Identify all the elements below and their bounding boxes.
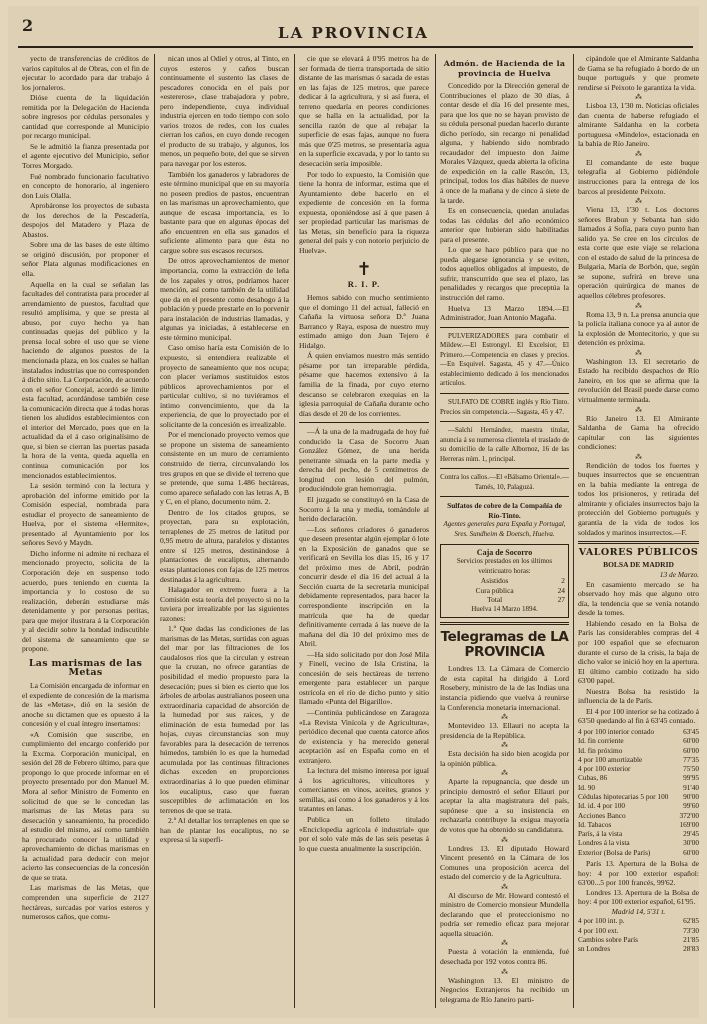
quote-row: [578, 746, 699, 755]
news-paragraph: Publica un folleto titulado «Enciclopedia agrícola é industrial» que por el solo vale más de las seis pesetas á lo que cuesta anualmente la suscripción.: [299, 815, 429, 853]
article-paragraph: Las marismas de las Metas, que comprenden una superficie de 2127 hectáreas, surcadas por varios esteros y numerosos caños, que comu-: [22, 883, 149, 922]
news-paragraph: —Continúa publicándose en Zaragoza «La Revista Vinícola y de Agricultura», periódico decenal que cuenta catorce años de existencia y ha merecido general aceptación así en España como en el extranjero.: [299, 708, 429, 765]
news-paragraph: La lectura del mismo interesa por igual á los agricultores, viticultores y comerciantes en vinos, aceites, granos y semillas, así como á los ganaderos y á los tratantes en lanas.: [299, 766, 429, 814]
bolsa-date: 13 de Marzo.: [659, 570, 699, 580]
row-label: Cubas, 86: [578, 773, 608, 783]
caja-row: [444, 576, 565, 586]
section-stars: ⁂: [635, 93, 642, 102]
caja-title: Caja de Socorro: [476, 547, 533, 557]
quote-row: [578, 792, 699, 801]
valores-title: VALORES PÚBLICOS: [578, 547, 699, 559]
column-separator: [573, 54, 574, 1008]
article-paragraph: 1.ª Que dadas las condiciones de las marismas de las Metas, surtidas con aguas del mar por las filtraciones de los caudalosos ríos que la circulan y estrean que la cruzan, no ofrece garantías de posibilidad el medio propuesto para la desecación; pues si bien es cierto que los árboles de arbolas australianos poseen una extraordinaria capacidad de absorción de la humedad por sus raíces, y de eliminación de esta humedad por las hojas, cuyas circunstancias son muy favorables para la desecación de terrenos húmedos, también lo es que la humedad acumulada por las continuas filtraciones dichas exceden en proporciones extraordinarias á lo que pueden eliminar los eucaliptus, caso que fueran susceptibles de aclimatación en los terrenos de que se trata.: [160, 624, 289, 815]
row-label: 4 por 100 ext.: [578, 925, 619, 935]
article-paragraph: Dicho informe ni admite ni rechaza el mencionado proyecto, solicita de la Corporación deje en suspenso todo acuerdo, pues teniendo en cuenta la importancia y lo costoso de su realización, deberán estudiarse más detenidamente y por personas peritas, para que mejor ilustrara á la Corporación y al decidir sobre la bondad indiscutible del sistema de saneamiento que se propone.: [22, 548, 149, 654]
telegram-title: Telegramas de LA PROVINCIA: [440, 629, 569, 661]
paris-note: París 13. Apertura de la Bolsa de hoy: 4 por 100 exterior español: 63'00...5 por 100 francés, 99'62.: [578, 859, 699, 888]
telegram-paragraph: Viena 13, 1'30 t. Los doctores señores Brabun y Sebanta han sido llamados á Sofía, para cuyo punto han salido ya. Se cree en los círculos de esta corte que este viaje se relaciona con el estado de salud de la princesa de Bulgaria, María de Borbón, que, según se supone, sufrirá en breve una operación quirúrgica de manos de aquellos célebres profesores.: [578, 205, 699, 301]
telegram-paragraph: Río Janeiro 13. El Almirante Saldanha de Gama ha ofrecido capitular con las siguientes condiciones:: [578, 413, 699, 452]
madrid-quote-row: [578, 916, 699, 925]
row-value: 2: [561, 576, 565, 586]
news-paragraph: El juzgado se constituyó en la Casa de Socorro á la una y media, tomándole al herido declaración.: [299, 494, 429, 524]
row-label: Londres á la vista: [578, 838, 630, 848]
row-label: sn Londres: [578, 944, 611, 954]
row-label: Cambios sobre París: [578, 934, 638, 944]
article-paragraph: La sesión terminó con la lectura y aprobación del informe emitido por la Comisión especial, nombrada para estudiar el proyecto de saneamiento de Huelva, por el sistema «Hermite», presentado al Ayuntamiento por los señores Sevó y Maydn.: [22, 481, 149, 548]
section-stars: ⁂: [501, 741, 508, 750]
row-label: Asistidos: [480, 576, 509, 586]
cross-icon: ✝: [356, 259, 372, 280]
section-stars: ⁂: [635, 149, 642, 158]
row-value: 60'00: [683, 745, 699, 755]
telegram-paragraph: Washington 13. El ministro de Negocios Extranjeros ha recibido un telegrama de Río Janeiro parti-: [440, 975, 569, 1004]
telegram-paragraph: El comandante de este buque telegrafía al Gobierno pidiéndole instrucciones para la entrega de los barcos al presidente Peixoto.: [578, 157, 699, 196]
row-value: 62'85: [683, 916, 699, 926]
hacienda-notice-title: [440, 59, 569, 78]
madrid-quote-row: [578, 944, 699, 953]
row-value: 91'40: [683, 782, 699, 792]
article-paragraph: Fué nombrado funcionario facultativo en concepto de honorario, al ingeniero don Luis Olalla.: [22, 171, 149, 200]
bolsa-paragraph: Nuestra Bolsa ha resistido la influencia de la de París.: [578, 686, 699, 706]
row-label: Total: [487, 595, 503, 605]
quote-row: [578, 736, 699, 745]
news-paragraph: —Los señores criadores ó ganaderos que deseen presentar algún ejemplar ó lote en la Exposición de ganados que se verificará en Sevilla los días 15, 16 y 17 del próximo mes de Abril, podrán concurrir desde el día 16 del actual á la Sección cuarta de la secretaría municipal debidamente representados, para hacer la correspondiente inscripción en la matrícula que ha de quedar definitivamente cerrada á las nueve de la mañana del día 10 del próximo mes de Abril.: [299, 524, 429, 649]
row-label: Id. fin corriente: [578, 736, 624, 746]
column-1: [22, 54, 149, 1012]
newspaper-title: LA PROVINCIA: [278, 24, 429, 42]
article-paragraph: También los ganaderos y labradores de este término municipal que en su mayoría no poseen predios de pastos, encuentran en las marismas un aprovechamiento, que aunque de escasa importancia, es lo bastante para que en algunas épocas del año encuentren en ella sus ganados el suficiente alimento para que ésta no cargue sobre sus escasos recursos.: [160, 169, 289, 255]
article-paragraph: Aprobáronse los proyectos de subasta de los derechos de la Pescadería, despojos del Matadero y Plaza de Abastos.: [22, 201, 149, 239]
section-title-marismas: Las marismas de las Metas: [28, 657, 143, 679]
row-value: 60'00: [683, 736, 699, 746]
row-label: 4 por 100 int. p.: [578, 916, 625, 926]
madrid-quote-row: [578, 935, 699, 944]
madrid-quote-row: [578, 926, 699, 935]
londres-note: Londres 13. Apertura de la Bolsa de hoy: 4 por 100 exterior español, 61'95.: [578, 887, 699, 907]
article-paragraph: Dióse cuenta de la liquidación remitida por la Delegación de Hacienda sobre ingresos por cédulas personales y cantidad que corresponde al Municipio por recargo municipal.: [22, 93, 149, 141]
caja-table: [444, 576, 565, 605]
row-value: 21'85: [683, 934, 699, 944]
caja-date: Huelva 14 Marzo 1894.: [471, 604, 538, 613]
article-paragraph: La Comisión encargada de informar en el expediente de concesión de la marisma de las «Metas», dió en la sesión de anoche su dictamen que es opuesto á la concesión y el cual íntegro insertamos:: [22, 681, 149, 729]
quote-row: [578, 773, 699, 782]
column-3: [299, 54, 429, 1012]
section-stars: ⁂: [501, 882, 508, 891]
article-paragraph: Halagador en extremo fuera a la Comisión esta teoría del proyecto si no la tuviera por irrealizable por las siguientes razones:: [160, 585, 289, 623]
notice-paragraph: Es en consecuencia, quedan anuladas todas las cédulas del año económico anterior que hubieran sido habilitadas para el presente.: [440, 206, 569, 244]
notice-paragraph: Concedido por la Dirección general de Contribuciones el plazo de 30 días, á contar desde el día 16 del presente mes, para que los que no se hayan provisto de su cédula personal puedan hacerlo durante dicho período, sin recargo ni penalidad alguna, y habiendo sido nombrado recaudador del impuesto don Jaime Morales Vázquez, queda abierta la oficina de expedición en la calle Rascón, 13, principal, todos los días hábiles de nueve á once de la mañana y de cinco á siete de la tarde.: [440, 81, 569, 205]
row-label: Id. id. 4 por 100: [578, 801, 626, 811]
section-stars: ⁂: [501, 939, 508, 948]
article-paragraph: Por todo lo expuesto, la Comisión que tiene la honra de informar, estima que el Ayuntamiento debe hacerlo en el expediente de concesión en la forma expuesta, oponiéndose así á que pasen á ser propiedad particular las marismas de las Metas, sin beneficio para la riqueza general del país y con notorio perjuicio de Huelva».: [299, 169, 429, 255]
ad-riotinto: Sulfatos de cobre de la Compañía de Río-Tinto.: [447, 501, 562, 520]
divider: [440, 496, 569, 497]
divider: [299, 422, 429, 423]
article-paragraph: cie que se elevará á 0'95 metros ha de ser formada de tierra transportada de sitio distante de las marismas ó sacada de estas en las fajas de 125 metros, que parece dedicar á la agricultura, y si así fuera, el terreno quedaría en peores condiciones que se halla en la actualidad, por la sencilla razón de que al rebajar la superficie de esas fajas, aunque no fuera más que 0'25 metros, se presentaría agua en la superficie excavada, y por lo tanto su desecación sería imposible.: [299, 54, 429, 169]
row-label: 4 por 100 amortizable: [578, 754, 643, 764]
quote-row: [578, 820, 699, 829]
article-paragraph: Sobre una de las bases de este último se originó discusión, por proponer el señor Plata algunas modificaciones en ella.: [22, 240, 149, 279]
row-value: 24: [557, 585, 565, 595]
caja-subtitle: Servicios prestados en los últimos veinticuatro horas:: [456, 557, 553, 575]
row-value: 99'60: [683, 801, 699, 811]
section-stars: ⁂: [635, 197, 642, 206]
section-stars: ⁂: [501, 835, 508, 844]
row-label: Id. 90: [578, 782, 596, 792]
article-paragraph: «A Comisión que suscribe, en cumplimiento del encargo conferido por la Excma. Corporación municipal, en sesión del 28 de Febrero último, para que propongo lo que procede informar en el proyecto presentado por don Manuel M. Mora al señor Ministro de Fomento en solicitud de que se le concedan las marismas de las Metas para su desecación y saneamiento, ha procedido al estudio del mismo, así como también ha procurado conocer la utilidad y aprovechamiento de dichas marismas en la actualidad para deducir con mejor acierto las consecuencias de la concesión de que se trata.: [22, 729, 149, 882]
masthead: [8, 6, 699, 46]
page-number: 2: [22, 16, 34, 35]
row-value: 90'00: [683, 791, 699, 801]
section-stars: ⁂: [501, 967, 508, 976]
article-paragraph: De otros aprovechamientos de menor importancia, como la extracción de leña de los zapales y otros, podríamos hacer mención, así como también de la utilidad que da en el presente como desahogo á la población y puede prestarle en lo porvenir para instalación de industrias llamadas, y algunas ya iniciadas, á establecerse en este término municipal.: [160, 256, 289, 342]
column-separator: [294, 54, 295, 1008]
telegram-paragraph: Montevideo 13. Ellauri no acepta la presidencia de la República.: [440, 721, 569, 740]
notice-paragraph: Lo que se hace público para que no pueda alegarse ignorancia y se eviten, todos aquellos obligados al impuesto, de sufrir, transcurrido que sea el plazo, las penalidades y recargos que preceptúa la instrucción del ramo.: [440, 245, 569, 303]
section-stars: ⁂: [635, 405, 642, 414]
column-separator: [154, 54, 155, 1008]
madrid-quotes-table: [578, 916, 699, 953]
row-label: París, á la vista: [578, 829, 623, 839]
column-separator: [435, 54, 436, 1008]
column-2: [160, 54, 289, 1012]
divider: [440, 421, 569, 422]
caja-row: [444, 586, 565, 596]
row-label: 4 por 100 exterior: [578, 764, 631, 774]
notice-paragraph: Huelva 13 Marzo 1894.—El Administrador, Juan Antonio Magaña.: [440, 303, 569, 323]
row-value: 169'00: [679, 819, 699, 829]
row-label: 4 por 100 interior contado: [578, 726, 655, 736]
quote-row: [578, 801, 699, 810]
divider: [440, 468, 569, 469]
quotes-table: [578, 727, 699, 857]
ad-callos: Contra los callos.—El «Bálsamo Oriental».—Tamés, 10, Palaguzá.: [440, 473, 569, 491]
article-paragraph: Caso omiso haría esta Comisión de lo expuesto, si entendiera realizable el proyecto de saneamiento que nos ocupa; con placer veríamos sustituidos estos públicos aprovechamientos por el particular cultivo, si no tuviéramos el íntimo convencimiento, que da la experiencia, de que lo proyectado por el solicitante de la concesión es irrealizable.: [160, 343, 289, 429]
bolsa-title: BOLSA DE MADRID: [603, 559, 674, 569]
article-paragraph: 2.ª Al detallar los terraplenes en que se han de plantar los eucaliptus, no se expresa si la superfi-: [160, 816, 289, 845]
section-stars: ⁂: [635, 301, 642, 310]
quote-row: [578, 811, 699, 820]
row-label: Cura pública: [475, 585, 514, 595]
row-value: 75'50: [683, 764, 699, 774]
telegram-paragraph: Londres 13. El diputado Howard Vincent presentó en la Cámara de los Comunes una proposición acerca del estado del comercio y de la Agricultura.: [440, 843, 569, 882]
telegram-paragraph: Aparte la repugnancia, que desde un principio demostró el señor Ellauri por aceptar la alta magistratura del país, supónese que a su insistencia en rechazarla contribuye la exigua mayoría de votos que ha obtenido su candidatura.: [440, 777, 569, 834]
row-value: 73'30: [683, 925, 699, 935]
article-paragraph: Por el mencionado proyecto vemos que se propone un sistema de saneamiento consistente en un muro de cerramiento construido de tierra, circunvalando los tres grupos en que se divide el terreno que se pretende, que suma 1.486 hectáreas, como aparece señalado con las letras A, B y C, en el plano, documento núm. 2.: [160, 430, 289, 507]
telegram-paragraph: Al discurso de Mr. Howard contestó el ministro de Comercio monsieur Mundella declarando que el proteccionismo no podría ser remedio eficaz para mejorar aquella situación.: [440, 890, 569, 938]
row-label: Acciones Banco: [578, 810, 626, 820]
newspaper-page: [8, 6, 699, 1018]
telegram-paragraph: Lisboa 13, 1'30 m. Noticias oficiales dan cuenta de haberse refugiado el almirante Saldanha en la corbeta portuguesa «Mindelo», estacionada en la bahía de Río Janeiro.: [578, 101, 699, 149]
row-label: Id. fin próximo: [578, 745, 623, 755]
telegram-paragraph: Puesta á votación la enmienda, fué desechada por 192 votos contra 86.: [440, 947, 569, 967]
rip-heading: R. I. P.: [347, 279, 381, 290]
row-label: Id. Tabacos: [578, 819, 612, 829]
telegram-paragraph: cipándole que el Almirante Saldanha de Gama se ha refugiado á bordo de un buque portugués y que promete rendirse si Peixoto le garantiza la vida.: [578, 54, 699, 92]
ad-pulverizadores: PULVERIZADORES para combatir el Mildew.—El Estrongyl. El Excelsior, El Primero.—Competencia en clases y precios.—En Esquivel. Sagasta, 45 y 47.—Único establecimiento dedicado á los mencionados artículos.: [440, 331, 569, 388]
row-value: 99'95: [683, 773, 699, 783]
telegram-paragraph: Esta decisión ha sido bien acogida por la opinión pública.: [440, 749, 569, 768]
section-stars: ⁂: [635, 452, 642, 461]
news-paragraph: —Ha sido solicitado por don José Mila y Finelí, vecino de Isla Cristina, la concesión de seis hectáreas de terreno emergente para establecer un parque ostrícola en el río de dicho punto y sitio llamado «Punta del Bigarillo».: [299, 649, 429, 707]
caja-row: [444, 595, 565, 605]
obituary-paragraph: Á quien enviamos nuestro más sentido pésame por tan irreparable pérdida, pésame que hacemos extensivo á la familia de la finada, por cuyo eterno descanso se celebraron exequias en la iglesia parroquial de Cañaña durante ocho días desde el 20 de los corrientes.: [299, 351, 429, 418]
madrid-header: Madrid 14, 5'31 t.: [611, 906, 666, 916]
row-label: Cédulas hipotecarias 5 por 100: [578, 791, 669, 801]
telegram-paragraph: Londres 13. La Cámara de Comercio de esta capital ha dirigido á Lord Rosebery, ministro de la de las Indias una instancia pidiendo que vuelva á reunirse la Conferencia monetaria internacional.: [440, 664, 569, 712]
row-value: 77'35: [683, 754, 699, 764]
column-4: [440, 54, 569, 1012]
column-5: [578, 54, 699, 1012]
article-paragraph: Dentro de los citados grupos, se proyectan, para su explotación, terraplenes de 25 metros de latitud por 0,95 metro de altura, paralelos y distantes entre sí 125 metros, destinándose á plantaciones de eucaliptus, alternando estas plantaciones con fajas de 125 metros destinadas á la agricultura.: [160, 507, 289, 584]
telegram-paragraph: Rendición de todos los fuertes y buques insurrectos que se encuentran en la bahía mediante la entrega de todos los prisioneros, y retirada del almirante y oficiales insurrectos bajo la protección del Gobierno portugués y garantía de la vida de todos los soldados y marinos insurrectos.—F.: [578, 460, 699, 537]
telegram-paragraph: Washington 13. El secretario de Estado ha recibido despachos de Río Janeiro, en los que se afirma que la revolución del Brasil puede darse como virtualmente terminada.: [578, 356, 699, 404]
row-value: 30'00: [683, 838, 699, 848]
section-stars: ⁂: [501, 769, 508, 778]
bolsa-paragraph: El 4 por 100 interior se ha cotizado á 63'50 quedando al fin á 63'45 contado.: [578, 706, 699, 726]
article-paragraph: Se le admitió la fianza presentada por el agente ejecutivo del Municipio, señor Torres Morgado.: [22, 141, 149, 171]
ad-sulfato: SULFATO DE COBRE inglés y Río Tinto. Precios sin competencia.—Sagasta, 45 y 47.: [440, 397, 569, 416]
row-value: 29'45: [683, 829, 699, 839]
quote-row: [578, 848, 699, 857]
bolsa-paragraph: En casamiento mercado se ha observado hoy más que alguno otro día, la tendencia que se venía notando desde la tomes.: [578, 579, 699, 618]
ad-traslado: —Salchí Hernández, maestra titular, anuncia á su numerosa clientela el traslado de su domicilio de la calle Albornoz, 16 de las Herreras núm. 1, principal.: [440, 426, 569, 463]
section-stars: ⁂: [635, 348, 642, 357]
telegram-paragraph: Roma 13, 9 n. La prensa anuncia que la policía italiana conoce ya al autor de la explosión de Montecitorio, y que su detención es próxima.: [578, 309, 699, 348]
notice-title-text: Admón. de Hacienda de la provincia de Huelva: [443, 59, 566, 78]
row-value: 372'00: [679, 810, 699, 820]
row-value: 63'45: [683, 726, 699, 736]
ad-agentes: Agentes generales para España y Portugal, Sres. Sundheim & Doetsch, Huelva.: [443, 520, 566, 538]
article-paragraph: Aquella en la cual se señalan las facultades del contratista para proceder al arrendamiento de puestos, facultad que resultó amplísima, y que se presta al abuso, por cuyo hecho ya han continuadas quejas del público y la prensa local sobre el uso que se viene haciendo de algunos puestos de la mencionada plaza, en los cuales se hallan instalados industrias que no corresponden á dicho sitio. La Corporación, de acuerdo con el señor Concejal, acordó se limite esta facultad, acordándose también cese la comunicación directa que á todas horas tienen los aludidos establecimientos con el interior del Mercado, pues que en la actualidad da el á caso originalísimo de que, si bien se cierran las puertas pasada la hora de la venta, queda aquella en continua comunicación por los mencionados establecimientos.: [22, 279, 149, 480]
quote-row: [578, 838, 699, 847]
quote-row: [578, 829, 699, 838]
caja-socorro-box: [440, 544, 569, 619]
divider: [578, 541, 699, 544]
row-value: 27: [557, 595, 565, 605]
row-value: 28'83: [683, 944, 699, 954]
article-paragraph: nican unos al Odiel y otros, al Tinto, en cuyos esteros y caños buscan continuamente el sustento las clases de pescadores conocida en el país por «estereros», clase trabajadora y pobre, pero independiente, cuya individual industria ejercen en todo tiempo con solo varios trozos de redes, con los cuales cierran los caños, en cuyo donde recogen el producto de su trabajo, y algunos, los menos, un pequeño bote, del que se sirven para navegar por los esteros.: [160, 54, 289, 169]
quote-row: [578, 783, 699, 792]
quote-row: [578, 727, 699, 736]
quote-row: [578, 755, 699, 764]
row-label: Exterior (Bolsa de París): [578, 847, 651, 857]
divider: [440, 393, 569, 394]
divider: [440, 327, 569, 328]
article-paragraph: yecto de transferencias de créditos de varios capítulos al de Obras, con el fin de ejecutar lo acordado para dar trabajo á los jornaleros.: [22, 54, 149, 92]
masthead-rule: [18, 46, 693, 48]
obituary-paragraph: Hemos sabido con mucho sentimiento que el domingo 11 del actual, falleció en Cañaña la virtuosa señora D.ª Juana Barranco y Raya, esposa de nuestro muy estimado amigo don Juan Tejero é Hidalgo.: [299, 293, 429, 350]
row-value: 60'00: [683, 847, 699, 857]
news-paragraph: —Á la una de la madrugada de hoy fué conducido la Casa de Socorro Juan González Gómez, de una herida penetrante situada en la parte media y derecha del pecho, de 5 centímetros de longitud con lesión del pulmón, produciéndole gran hemorragia.: [299, 427, 429, 494]
bolsa-paragraph: Habiendo cesado en la Bolsa de París las considerables compras del 4 por 100 español que se efectuaron durante el curso de la crisis, la baja de dicho valor se inició hoy en la apertura. El último cambio cotizado ha sido 63'00 papel.: [578, 618, 699, 686]
quote-row: [578, 764, 699, 773]
divider: [440, 622, 569, 625]
section-stars: ⁂: [501, 713, 508, 722]
